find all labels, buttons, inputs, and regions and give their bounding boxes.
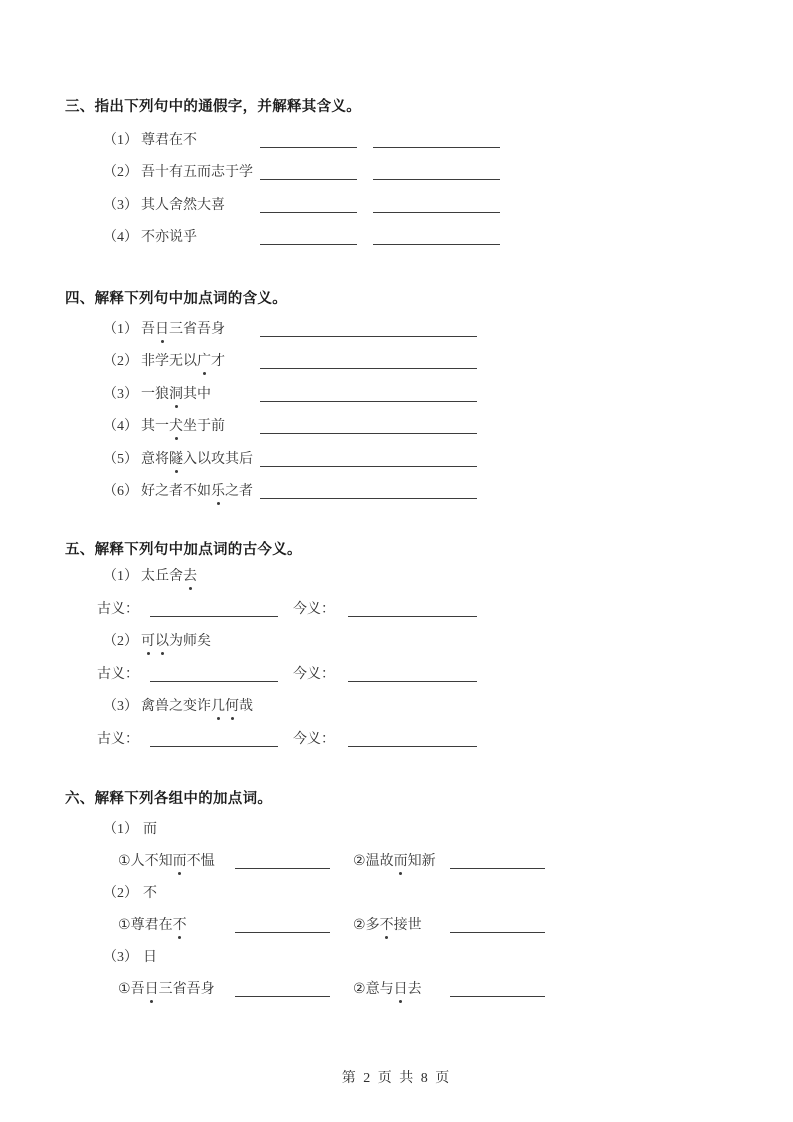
group-question-row [0,916,793,936]
modern-meaning-blank [348,601,477,617]
group-word: 而 [143,822,157,837]
ancient-meaning-label: 古义： [97,602,139,617]
question-text-wrap [103,482,253,502]
item-number: （3） [103,387,138,402]
modern-meaning-blank [348,731,477,747]
answer-blank-2 [373,132,500,148]
section-title: 解释下列句中加点词的含义。 [94,291,288,307]
section-six-header [65,789,272,809]
question-text-wrap [103,450,253,470]
group-word: 不 [143,886,157,901]
section-number: 四、 [65,291,95,307]
modern-meaning-blank [348,666,477,682]
question-row [0,163,793,183]
ancient-meaning-blank [150,666,278,682]
question-text-wrap [103,163,253,183]
answer-blank-1 [260,229,357,245]
answer-blank-1 [260,132,357,148]
item-number: （3） [103,699,138,714]
answer-blank-1 [235,853,330,869]
question-row [0,632,793,652]
sub-question-text: ②意与日去 [353,980,422,1000]
question-text: 尊君在不 [141,133,197,148]
answer-blank-2 [450,981,545,997]
section-four-header [65,289,287,309]
group-question-row [0,980,793,1000]
answer-blank-2 [373,229,500,245]
answer-blank-1 [235,981,330,997]
group-number: （1） [103,822,138,837]
item-number: （2） [103,634,138,649]
section-title: 解释下列句中加点词的古今义。 [94,542,302,558]
group-label-wrap [103,884,157,904]
answer-blank [260,353,477,369]
question-text-wrap [103,131,197,151]
meaning-row [0,600,793,620]
group-word: 日 [143,950,157,965]
sub-question-text: ①尊君在不 [118,916,187,936]
item-number: （5） [103,452,138,467]
item-number: （1） [103,569,138,584]
section-five-header [65,540,302,560]
answer-blank-2 [373,164,500,180]
group-label-wrap [103,820,157,840]
sub-question-text: ②多不接世 [353,916,422,936]
group-label-wrap [103,948,157,968]
question-text-wrap [103,228,197,248]
question-row [0,196,793,216]
ancient-meaning-label: 古义： [97,732,139,747]
question-text: 意将隧入以攻其后 [141,452,253,467]
item-number: （2） [103,165,138,180]
group-label-row [0,948,793,968]
answer-blank-2 [450,853,545,869]
item-number: （4） [103,230,138,245]
ancient-meaning-blank [150,731,278,747]
question-row [0,228,793,248]
group-question-row [0,852,793,872]
question-text-wrap [103,632,211,652]
answer-blank [260,451,477,467]
question-text: 好之者不如乐之者 [141,484,253,499]
group-label-row [0,820,793,840]
modern-meaning-label: 今义： [293,732,335,747]
section-title: 解释下列各组中的加点词。 [94,791,273,807]
question-text: 其一犬坐于前 [141,419,225,434]
question-row [0,352,793,372]
modern-meaning-label: 今义： [293,602,335,617]
ancient-meaning-blank [150,601,278,617]
answer-blank-1 [235,917,330,933]
section-number: 六、 [65,791,95,807]
question-text-wrap [103,567,197,587]
question-text: 一狼洞其中 [141,387,211,402]
item-number: （2） [103,354,138,369]
section-three-header [65,97,361,117]
group-number: （2） [103,886,138,901]
item-number: （4） [103,419,138,434]
question-text: 非学无以广才 [141,354,225,369]
sub-question-text: ②温故而知新 [353,852,436,872]
page-number: 第 2 页 共 8 页 [341,1071,452,1086]
question-text: 太丘舍去 [141,569,197,584]
sub-question-text: ①吾日三省吾身 [118,980,215,1000]
answer-blank-1 [260,197,357,213]
question-text: 吾日三省吾身 [141,322,225,337]
question-text: 不亦说乎 [141,230,197,245]
meaning-row [0,665,793,685]
group-number: （3） [103,950,138,965]
answer-blank [260,418,477,434]
question-text: 可以为师矣 [141,634,211,649]
section-number: 五、 [65,542,95,558]
question-row [0,697,793,717]
question-text-wrap [103,320,225,340]
question-text-wrap [103,352,225,372]
item-number: （1） [103,322,138,337]
answer-blank-2 [373,197,500,213]
modern-meaning-label: 今义： [293,667,335,682]
group-label-row [0,884,793,904]
section-number: 三、 [65,99,95,115]
question-text-wrap [103,697,253,717]
question-row [0,320,793,340]
answer-blank [260,483,477,499]
question-text: 其人舍然大喜 [141,198,225,213]
answer-blank-2 [450,917,545,933]
question-text-wrap [103,385,211,405]
sub-question-text: ①人不知而不愠 [118,852,215,872]
meaning-row [0,730,793,750]
question-text: 禽兽之变诈几何哉 [141,699,253,714]
question-row [0,385,793,405]
item-number: （1） [103,133,138,148]
item-number: （6） [103,484,138,499]
question-text-wrap [103,417,225,437]
section-title: 指出下列句中的通假字，并解释其含义。 [94,99,362,115]
question-row [0,567,793,587]
question-row [0,482,793,502]
question-row [0,450,793,470]
answer-blank-1 [260,164,357,180]
item-number: （3） [103,198,138,213]
answer-blank [260,386,477,402]
question-row [0,131,793,151]
answer-blank [260,321,477,337]
ancient-meaning-label: 古义： [97,667,139,682]
question-text: 吾十有五而志于学 [141,165,253,180]
question-text-wrap [103,196,225,216]
question-row [0,417,793,437]
